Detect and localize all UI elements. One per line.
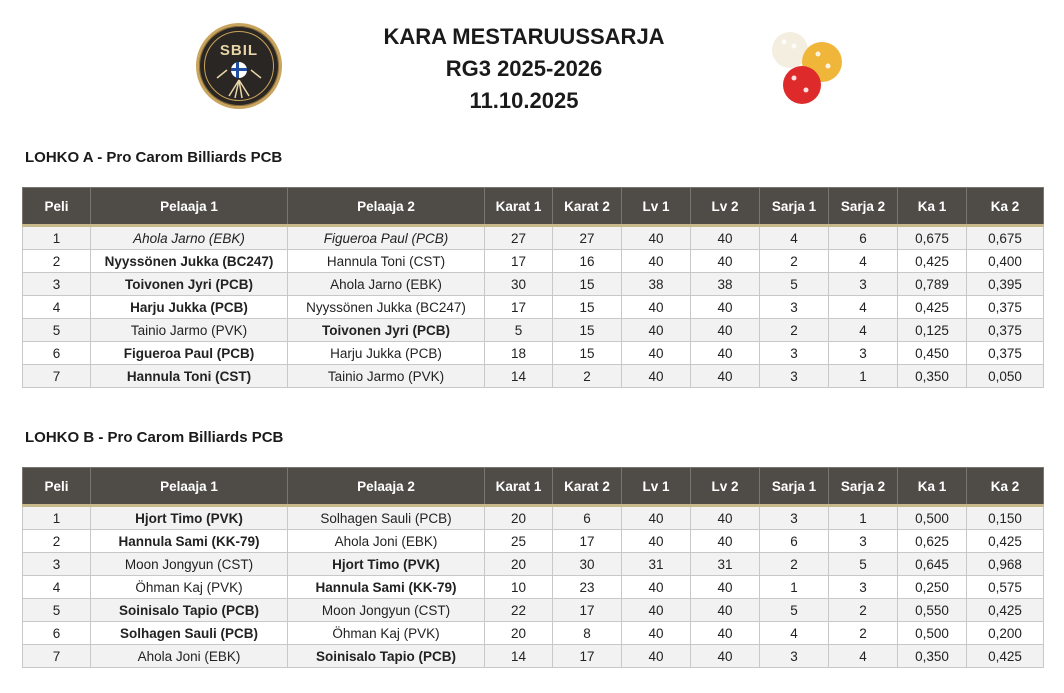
title-line-2: RG3 2025-2026 [445,56,603,81]
column-header: Sarja 1 [760,188,829,226]
cell-lv2: 40 [691,622,760,645]
column-header: Lv 1 [622,468,691,506]
cell-ka2: 0,425 [967,599,1044,622]
cell-s2: 3 [829,273,898,296]
cell-k2: 15 [553,273,622,296]
cell-peli: 5 [23,599,91,622]
cell-p2: Nyyssönen Jukka (BC247) [288,296,485,319]
cell-lv2: 40 [691,506,760,530]
cell-ka2: 0,575 [967,576,1044,599]
column-header: Lv 2 [691,188,760,226]
cell-k1: 25 [485,530,553,553]
cell-s2: 6 [829,226,898,250]
cell-peli: 3 [23,553,91,576]
cell-s1: 3 [760,342,829,365]
cell-peli: 1 [23,506,91,530]
cell-k1: 20 [485,622,553,645]
cell-s2: 4 [829,319,898,342]
cell-s2: 3 [829,576,898,599]
cell-k1: 22 [485,599,553,622]
cell-s1: 3 [760,506,829,530]
column-header: Karat 2 [553,188,622,226]
cell-s1: 5 [760,599,829,622]
cell-k2: 15 [553,342,622,365]
cell-s2: 3 [829,342,898,365]
cell-k2: 15 [553,296,622,319]
cell-p2: Moon Jongyun (CST) [288,599,485,622]
column-header: Karat 2 [553,468,622,506]
cell-lv1: 40 [622,506,691,530]
group-b-table [22,467,1044,668]
cell-k1: 10 [485,576,553,599]
column-header: Pelaaja 1 [91,468,288,506]
cell-s2: 1 [829,365,898,388]
cell-lv1: 40 [622,342,691,365]
cell-lv2: 31 [691,553,760,576]
cell-lv1: 40 [622,645,691,668]
cell-k2: 8 [553,622,622,645]
table-row [23,226,1044,250]
cell-ka1: 0,625 [898,530,967,553]
cell-ka2: 0,425 [967,645,1044,668]
column-header: Karat 1 [485,468,553,506]
title-line-3: 11.10.2025 [469,88,579,113]
cell-s2: 4 [829,296,898,319]
cell-s1: 5 [760,273,829,296]
billiard-balls-icon [770,28,850,108]
cell-lv2: 40 [691,226,760,250]
cell-k2: 2 [553,365,622,388]
cell-peli: 6 [23,342,91,365]
cell-peli: 1 [23,226,91,250]
cell-s1: 3 [760,365,829,388]
cell-lv1: 40 [622,319,691,342]
cell-ka2: 0,050 [967,365,1044,388]
cell-p1: Toivonen Jyri (PCB) [91,273,288,296]
cell-k1: 20 [485,506,553,530]
cell-ka2: 0,375 [967,342,1044,365]
cell-s1: 1 [760,576,829,599]
table-row [23,576,1044,599]
table-row [23,530,1044,553]
cell-p2: Öhman Kaj (PVK) [288,622,485,645]
column-header: Sarja 2 [829,468,898,506]
cell-k1: 27 [485,226,553,250]
cell-peli: 7 [23,365,91,388]
cell-ka1: 0,425 [898,296,967,319]
cell-lv2: 40 [691,365,760,388]
group-a-body [23,226,1044,388]
cell-ka1: 0,125 [898,319,967,342]
cell-k1: 17 [485,296,553,319]
cell-ka1: 0,789 [898,273,967,296]
cell-lv1: 40 [622,622,691,645]
cell-s1: 3 [760,645,829,668]
cell-ka1: 0,350 [898,645,967,668]
cell-p2: Ahola Jarno (EBK) [288,273,485,296]
cell-s1: 2 [760,319,829,342]
cell-s2: 4 [829,250,898,273]
cell-s2: 4 [829,645,898,668]
column-header: Ka 2 [967,188,1044,226]
cell-p2: Figueroa Paul (PCB) [288,226,485,250]
table-row [23,273,1044,296]
cell-s2: 5 [829,553,898,576]
column-header: Lv 1 [622,188,691,226]
cell-k1: 30 [485,273,553,296]
cell-ka1: 0,500 [898,506,967,530]
cell-peli: 3 [23,273,91,296]
cell-s1: 4 [760,622,829,645]
column-header: Pelaaja 2 [288,468,485,506]
cell-lv1: 38 [622,273,691,296]
group-b-title: LOHKO B - Pro Carom Billiards PCB [25,429,284,446]
cell-ka2: 0,150 [967,506,1044,530]
cell-s2: 2 [829,599,898,622]
cell-s1: 2 [760,250,829,273]
cell-ka1: 0,550 [898,599,967,622]
cell-ka1: 0,450 [898,342,967,365]
cell-ka2: 0,200 [967,622,1044,645]
cell-s1: 4 [760,226,829,250]
cell-lv2: 40 [691,530,760,553]
table-row [23,553,1044,576]
cell-p2: Ahola Joni (EBK) [288,530,485,553]
cell-ka1: 0,425 [898,250,967,273]
cell-lv2: 40 [691,599,760,622]
cell-p1: Soinisalo Tapio (PCB) [91,599,288,622]
table-row [23,506,1044,530]
cell-k2: 17 [553,530,622,553]
cell-p1: Hjort Timo (PVK) [91,506,288,530]
cell-p2: Hannula Sami (KK-79) [288,576,485,599]
cell-k2: 15 [553,319,622,342]
group-a-table [22,187,1044,388]
cell-s1: 6 [760,530,829,553]
cell-s2: 1 [829,506,898,530]
cell-lv1: 31 [622,553,691,576]
column-header: Pelaaja 1 [91,188,288,226]
table-row [23,250,1044,273]
cell-k1: 14 [485,645,553,668]
sbil-logo [196,23,282,109]
cell-k2: 23 [553,576,622,599]
column-header: Lv 2 [691,468,760,506]
table-row [23,622,1044,645]
cell-peli: 6 [23,622,91,645]
table-row [23,599,1044,622]
cell-lv1: 40 [622,365,691,388]
cell-ka2: 0,675 [967,226,1044,250]
cell-p2: Harju Jukka (PCB) [288,342,485,365]
cell-p2: Toivonen Jyri (PCB) [288,319,485,342]
header-row [23,468,1044,506]
cell-k2: 17 [553,599,622,622]
cell-k2: 17 [553,645,622,668]
cell-ka1: 0,250 [898,576,967,599]
cell-ka1: 0,645 [898,553,967,576]
column-header: Ka 2 [967,468,1044,506]
cell-peli: 2 [23,250,91,273]
cell-p2: Hjort Timo (PVK) [288,553,485,576]
cell-p1: Ahola Jarno (EBK) [91,226,288,250]
cell-p2: Solhagen Sauli (PCB) [288,506,485,530]
column-header: Peli [23,188,91,226]
cell-peli: 4 [23,296,91,319]
cell-p1: Ahola Joni (EBK) [91,645,288,668]
cell-lv2: 40 [691,296,760,319]
group-b-body [23,506,1044,668]
logo-emblem [199,26,285,112]
table-row [23,365,1044,388]
cell-p1: Tainio Jarmo (PVK) [91,319,288,342]
cell-k1: 18 [485,342,553,365]
table-row [23,319,1044,342]
cell-lv2: 40 [691,645,760,668]
cell-k1: 17 [485,250,553,273]
group-a-title: LOHKO A - Pro Carom Billiards PCB [25,149,283,166]
cell-s1: 2 [760,553,829,576]
cell-peli: 7 [23,645,91,668]
cell-ka1: 0,675 [898,226,967,250]
cell-lv2: 40 [691,342,760,365]
cell-lv1: 40 [622,226,691,250]
cell-ka2: 0,375 [967,319,1044,342]
cell-k2: 16 [553,250,622,273]
cell-ka2: 0,425 [967,530,1044,553]
cell-lv1: 40 [622,296,691,319]
cell-lv1: 40 [622,599,691,622]
cell-lv2: 38 [691,273,760,296]
cell-lv1: 40 [622,576,691,599]
cell-k2: 6 [553,506,622,530]
cell-peli: 5 [23,319,91,342]
cell-p1: Hannula Toni (CST) [91,365,288,388]
cell-ka1: 0,500 [898,622,967,645]
column-header: Peli [23,468,91,506]
cell-k1: 5 [485,319,553,342]
cell-p1: Figueroa Paul (PCB) [91,342,288,365]
cell-k1: 20 [485,553,553,576]
cell-ka2: 0,968 [967,553,1044,576]
cell-lv1: 40 [622,250,691,273]
table-row [23,342,1044,365]
cell-p1: Nyyssönen Jukka (BC247) [91,250,288,273]
column-header: Sarja 2 [829,188,898,226]
cell-ka1: 0,350 [898,365,967,388]
cell-s2: 2 [829,622,898,645]
cell-p1: Solhagen Sauli (PCB) [91,622,288,645]
cell-p1: Harju Jukka (PCB) [91,296,288,319]
title-line-1: KARA MESTARUUSSARJA [383,24,665,49]
cell-lv2: 40 [691,250,760,273]
cell-p2: Hannula Toni (CST) [288,250,485,273]
column-header: Sarja 1 [760,468,829,506]
cell-lv2: 40 [691,576,760,599]
table-row [23,645,1044,668]
table-row [23,296,1044,319]
cell-s2: 3 [829,530,898,553]
cell-p1: Öhman Kaj (PVK) [91,576,288,599]
cell-s1: 3 [760,296,829,319]
cell-k1: 14 [485,365,553,388]
cell-k2: 30 [553,553,622,576]
cell-p2: Soinisalo Tapio (PCB) [288,645,485,668]
column-header: Karat 1 [485,188,553,226]
column-header: Ka 1 [898,468,967,506]
cell-peli: 2 [23,530,91,553]
cell-ka2: 0,375 [967,296,1044,319]
column-header: Ka 1 [898,188,967,226]
cell-k2: 27 [553,226,622,250]
cell-p2: Tainio Jarmo (PVK) [288,365,485,388]
cell-p1: Moon Jongyun (CST) [91,553,288,576]
logo-text: SBIL [219,42,259,59]
cell-peli: 4 [23,576,91,599]
column-header: Pelaaja 2 [288,188,485,226]
cell-lv1: 40 [622,530,691,553]
cell-ka2: 0,395 [967,273,1044,296]
cell-lv2: 40 [691,319,760,342]
cell-p1: Hannula Sami (KK-79) [91,530,288,553]
header-row [23,188,1044,226]
cell-ka2: 0,400 [967,250,1044,273]
